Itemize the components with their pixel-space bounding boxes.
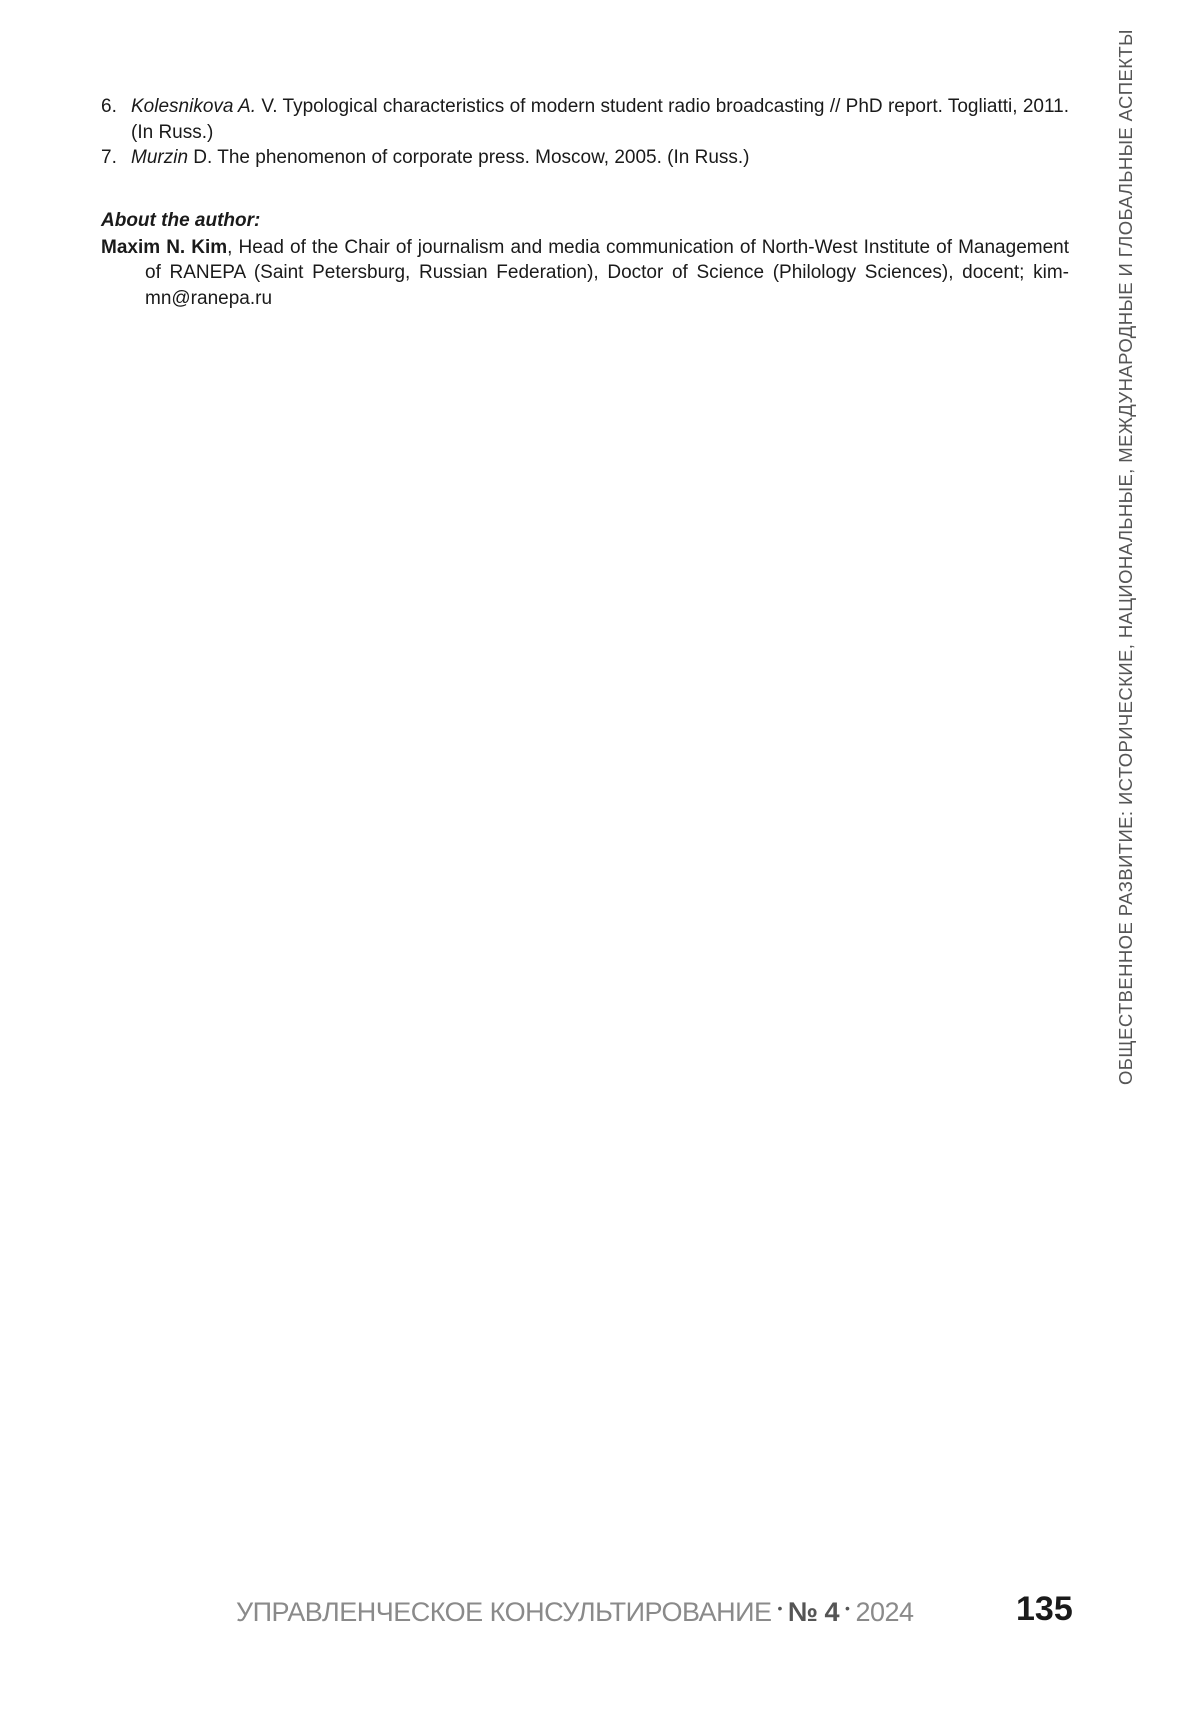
reference-number: 7.: [101, 147, 117, 168]
reference-details: V. Typological characteristics of modern student radio broadcasting // PhD report. Togliatti, 2011. (In Russ.): [131, 96, 1069, 143]
issue-number: № 4: [787, 1597, 840, 1627]
reference-details: D. The phenomenon of corporate press. Moscow, 2005. (In Russ.): [188, 147, 750, 168]
author-details: , Head of the Chair of journalism and media communication of North-West Institute of Management of RANEPA (Saint Petersburg, Russian Federation), Doctor of Science (Philology Sciences), docent; kim-mn@ranepa.ru: [145, 236, 1069, 309]
separator-dot: •: [845, 1600, 850, 1616]
reference-author: Kolesnikova A.: [131, 96, 257, 117]
references-list: [101, 94, 1069, 171]
reference-number: 6.: [101, 96, 117, 117]
section-side-title: ОБЩЕСТВЕННОЕ РАЗВИТИЕ: ИСТОРИЧЕСКИЕ, НАЦИОНАЛЬНЫЕ, МЕЖДУНАРОДНЫЕ И ГЛОБАЛЬНЫЕ АСПЕКТЫ: [1115, 29, 1136, 1085]
reference-author: Murzin: [131, 147, 189, 168]
reference-item-7: [101, 145, 1069, 171]
about-author-text: [101, 235, 1069, 312]
issue-year: 2024: [855, 1597, 914, 1627]
journal-name: УПРАВЛЕНЧЕСКОЕ КОНСУЛЬТИРОВАНИЕ: [236, 1597, 772, 1627]
about-author-section: [101, 208, 1069, 311]
reference-text: [131, 94, 1069, 145]
reference-text: [131, 145, 1069, 171]
author-name: Maxim N. Kim: [101, 236, 228, 258]
separator-dot: •: [777, 1600, 782, 1616]
page-number: 135: [1016, 1590, 1073, 1628]
footer-journal-line: [236, 1597, 914, 1628]
about-author-heading: About the author:: [101, 210, 261, 231]
reference-item-6: [101, 94, 1069, 145]
